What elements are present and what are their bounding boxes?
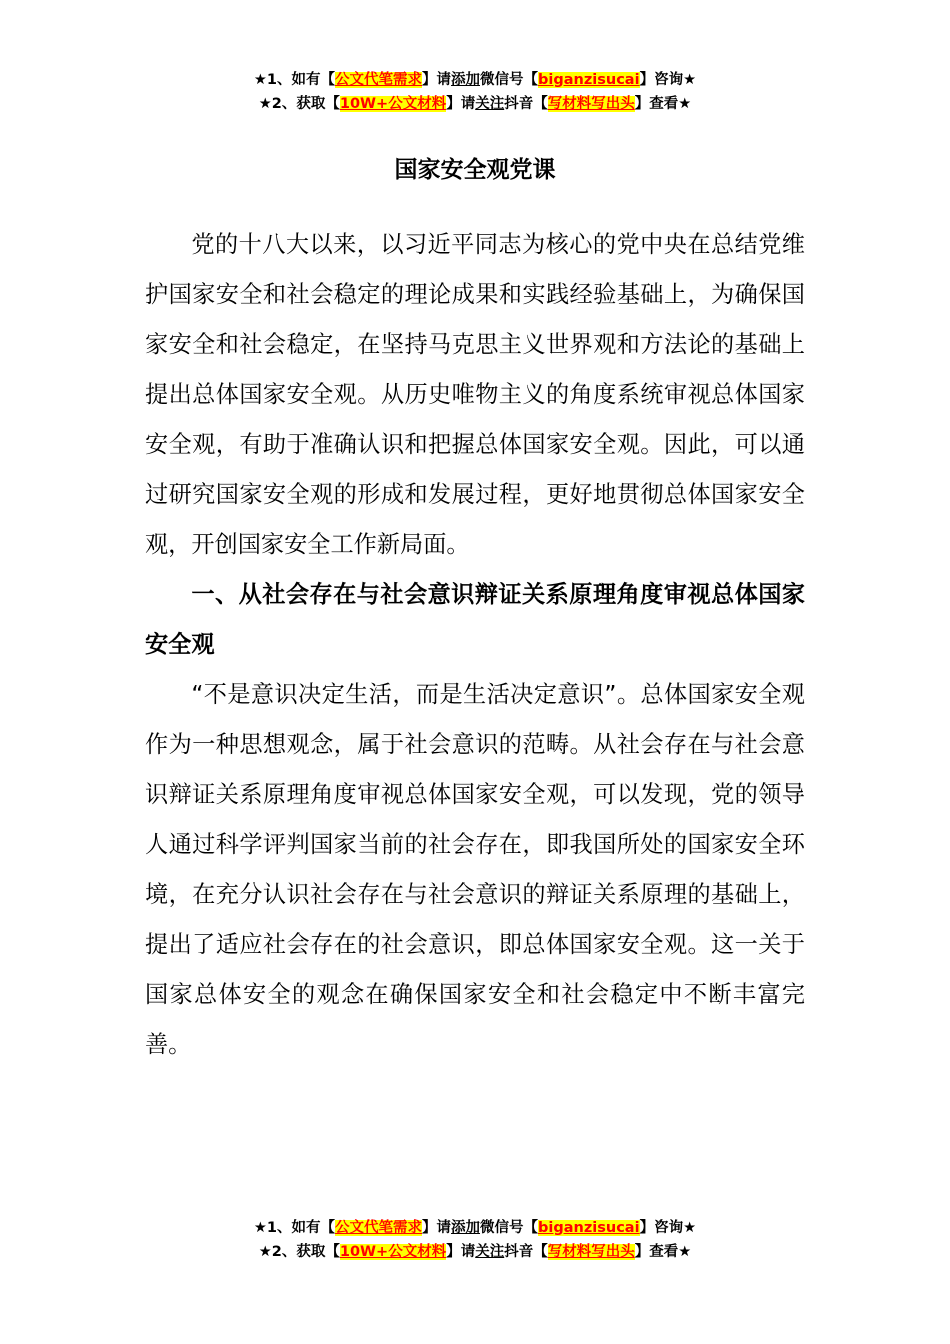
banner-line-1: ★1、如有【公文代笔需求】请添加微信号【biganzisucai】咨询★ xyxy=(253,1220,697,1236)
service-highlight: 公文代笔需求 xyxy=(335,1220,423,1236)
banner-line-2: ★2、获取【10W+公文材料】请关注抖音【写材料写出头】查看★ xyxy=(258,96,692,112)
header-banner xyxy=(0,68,950,116)
paragraph-intro: 党的十八大以来，以习近平同志为核心的党中央在总结党维护国家安全和社会稳定的理论成果和实践经验基础上，为确保国家安全和社会稳定，在坚持马克思主义世界观和方法论的基础上提出总体国家安全观。从历史唯物主义的角度系统审视总体国家安全观，有助于准确认识和把握总体国家安全观。因此，可以通过研究国家安全观的形成和发展过程，更好地贯彻总体国家安全观，开创国家安全工作新局面。 xyxy=(145,231,805,558)
document-title: 国家安全观党课 xyxy=(394,157,556,183)
materials-highlight: 10W+公文材料 xyxy=(339,96,447,112)
wechat-id-highlight: biganzisucai xyxy=(538,72,640,88)
douyin-id-highlight: 写材料写出头 xyxy=(547,96,635,112)
wechat-id-highlight: biganzisucai xyxy=(538,1220,640,1236)
douyin-id-highlight: 写材料写出头 xyxy=(547,1244,635,1260)
footer-banner xyxy=(0,1216,950,1264)
materials-highlight: 10W+公文材料 xyxy=(339,1244,447,1260)
service-highlight: 公文代笔需求 xyxy=(335,72,423,88)
section-heading-1: 一、从社会存在与社会意识辩证关系原理角度审视总体国家安全观 xyxy=(145,581,805,658)
banner-line-2: ★2、获取【10W+公文材料】请关注抖音【写材料写出头】查看★ xyxy=(258,1244,692,1260)
paragraph-section-1: “不是意识决定生活，而是生活决定意识”。总体国家安全观作为一种思想观念，属于社会意识的范畴。从社会存在与社会意识辩证关系原理角度审视总体国家安全观，可以发现，党的领导人通过科学评判国家当前的社会存在，即我国所处的国家安全环境，在充分认识社会存在与社会意识的辩证关系原理的基础上，提出了适应社会存在的社会意识，即总体国家安全观。这一关于国家总体安全的观念在确保国家安全和社会稳定中不断丰富完善。 xyxy=(145,681,805,1058)
banner-line-1: ★1、如有【公文代笔需求】请添加微信号【biganzisucai】咨询★ xyxy=(253,72,697,88)
document-body xyxy=(145,220,805,1070)
